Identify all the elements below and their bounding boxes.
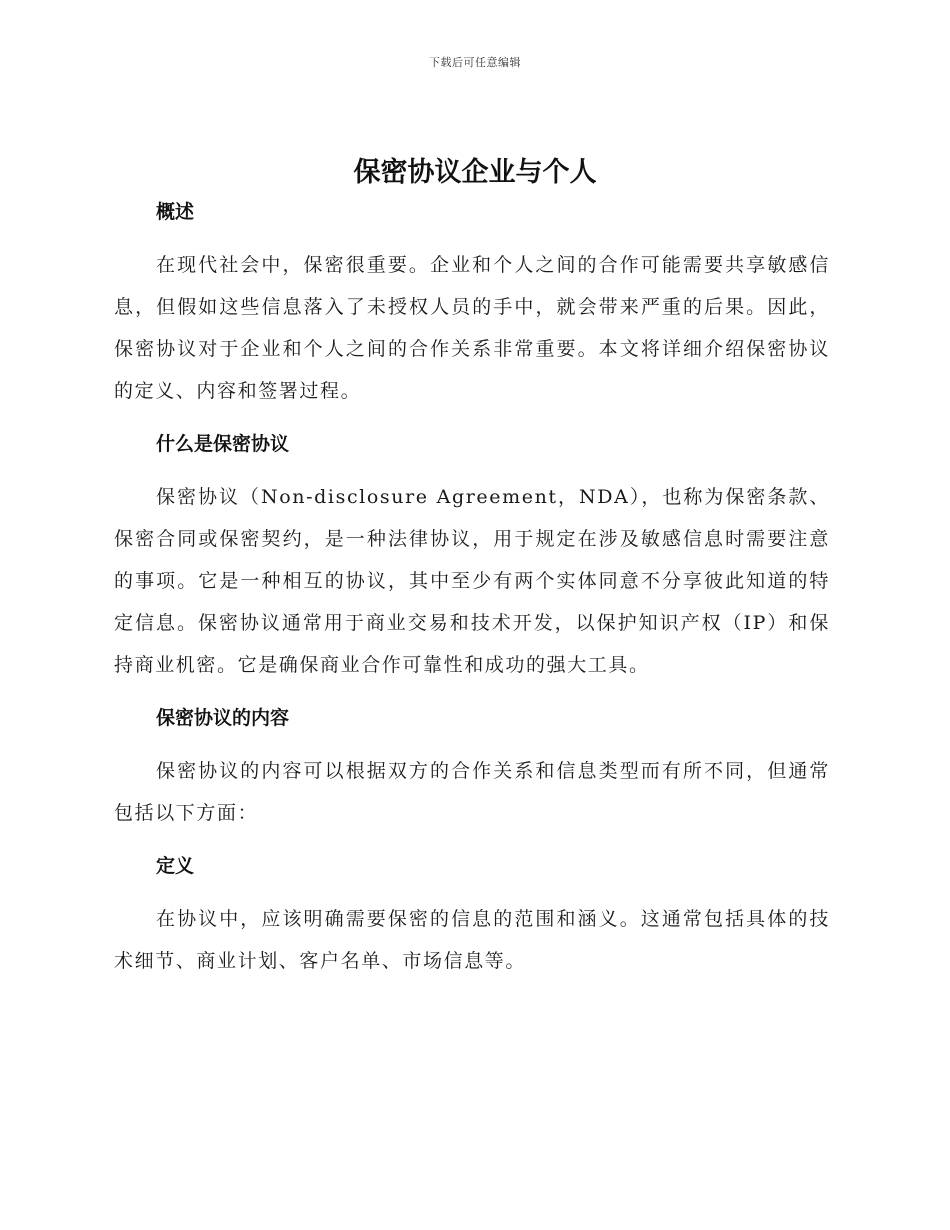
section-nda-content	[114, 700, 830, 834]
document-body	[114, 194, 830, 982]
section-definition	[114, 848, 830, 982]
section-paragraph: 在现代社会中，保密很重要。企业和个人之间的合作可能需要共享敏感信息，但假如这些信息落入了未授权人员的手中，就会带来严重的后果。因此，保密协议对于企业和个人之间的合作关系非常重要。本文将详细介绍保密协议的定义、内容和签署过程。	[114, 254, 830, 402]
section-heading: 保密协议的内容	[156, 707, 290, 729]
section-what-is-nda	[114, 426, 830, 686]
section-paragraph: 保密协议的内容可以根据双方的合作关系和信息类型而有所不同，但通常包括以下方面：	[114, 760, 830, 824]
section-heading: 概述	[156, 201, 195, 223]
document-title: 保密协议企业与个人	[353, 157, 597, 188]
section-heading: 什么是保密协议	[156, 433, 290, 455]
section-overview	[114, 194, 830, 412]
section-paragraph: 在协议中，应该明确需要保密的信息的范围和涵义。这通常包括具体的技术细节、商业计划、客户名单、市场信息等。	[114, 908, 830, 972]
section-paragraph: 保密协议（Non-disclosure Agreement，NDA），也称为保密条款、保密合同或保密契约，是一种法律协议，用于规定在涉及敏感信息时需要注意的事项。它是一种相互的协议，其中至少有两个实体同意不分享彼此知道的特定信息。保密协议通常用于商业交易和技术开发，以保护知识产权（IP）和保持商业机密。它是确保商业合作可靠性和成功的强大工具。	[114, 486, 830, 676]
header-note: 下载后可任意编辑	[429, 56, 521, 69]
section-heading: 定义	[156, 855, 195, 877]
